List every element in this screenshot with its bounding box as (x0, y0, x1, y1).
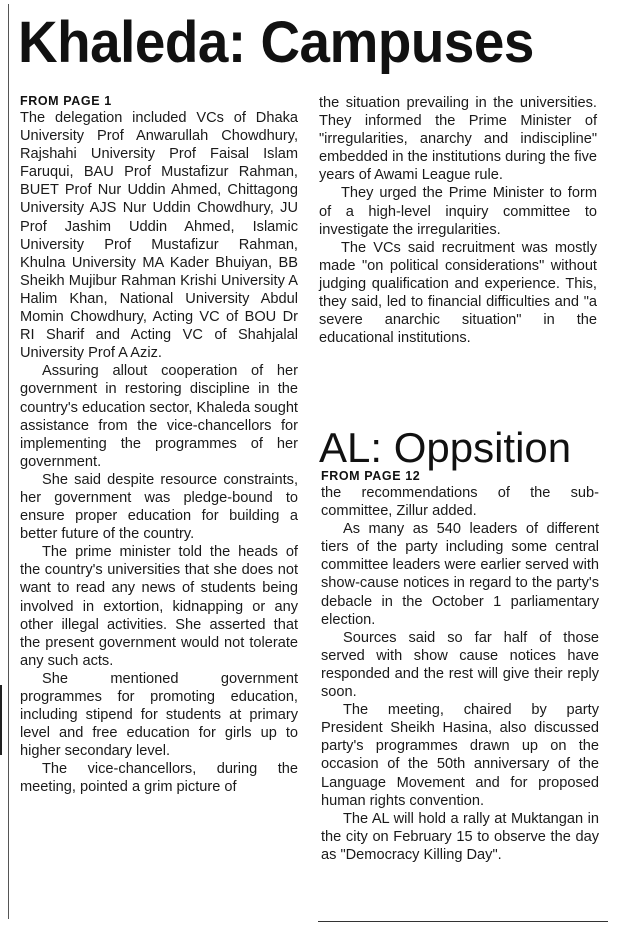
article2-paragraph: Sources said so far half of those served with show cause notices have responded and the rest will give their reply soon. (321, 629, 599, 701)
bottom-rule (318, 921, 608, 922)
article1-column2 (319, 94, 597, 347)
article1-paragraph: The vice-chancellors, during the meeting, pointed a grim picture of (20, 761, 298, 796)
article1-paragraph: She said despite resource constraints, her government was pledge-bound to ensure proper education for building a better future of the country. (20, 471, 298, 543)
article1-paragraph: The VCs said recruitment was mostly made "on political considerations" without judging qualification and experience. This, they said, led to financial difficulties and "a severe anarchic situation" in the educational institutions. (319, 239, 597, 347)
article1-paragraph: Assuring allout cooperation of her government in restoring discipline in the country's education sector, Khaleda sought assistance from the vice-chancellors for implementing the programmes of her government. (20, 363, 298, 470)
article2-paragraph: The meeting, chaired by party President Sheikh Hasina, also discussed party's programmes drawn up on the occasion of the 50th anniversary of the Language Movement and for proposed human rights convention. (321, 702, 599, 809)
article1-kicker: FROM PAGE 1 (20, 94, 112, 108)
article2-kicker: FROM PAGE 12 (321, 469, 421, 483)
second-headline: AL: Oppsition (319, 424, 572, 471)
article2-paragraph: the recommendations of the sub-committee, Zillur added. (321, 485, 599, 520)
article1-paragraph: She mentioned government programmes for promoting education, including stipend for students at primary level and free education for girls up to higher secondary level. (20, 670, 298, 760)
article1-column1 (20, 94, 298, 797)
left-margin-mark (0, 685, 2, 755)
article1-paragraph: the situation prevailing in the universities. They informed the Prime Minister of "irregularities, anarchy and indiscipline" embedded in the institutions during the five years of Awami League rule. (319, 95, 597, 184)
article1-paragraph: The prime minister told the heads of the country's universities that she does not want to read any news of students being involved in extortion, kidnapping or any other illegal activities. She asserted that the present government would not tolerate any such acts. (20, 544, 298, 669)
article1-paragraph: They urged the Prime Minister to form of a high-level inquiry committee to investigate the irregularities. (319, 185, 597, 238)
main-headline: Khaleda: Campuses (18, 10, 534, 75)
article2-column (321, 469, 599, 864)
left-column-rule (8, 4, 9, 919)
article2-paragraph: As many as 540 leaders of different tiers of the party including some central committee leaders were earlier served with show-cause notices in regard to the party's debacle in the October 1 parliamentary election. (321, 521, 599, 628)
article2-paragraph: The AL will hold a rally at Muktangan in the city on February 15 to observe the day as "Democracy Killing Day". (321, 810, 599, 863)
article1-paragraph: The delegation included VCs of Dhaka University Prof Anwarullah Chowdhury, Rajshahi University Prof Faisal Islam Faruqui, BAU Prof Mustafizur Rahman, BUET Prof Nur Uddin Ahmed, Chittagong University AJS Nur Uddin Chowdhury, JU Prof Jashim Uddin Ahmed, Islamic University Prof Mustafizur Rahman, Khulna University MA Kader Bhuiyan, BB Sheikh Mujibur Rahman Krishi University A Halim Khan, National University Abdul Momin Chowdhury, Acting VC of BOU Dr RI Sharif and Acting VC of Shahjalal University Prof A Aziz. (20, 110, 298, 362)
